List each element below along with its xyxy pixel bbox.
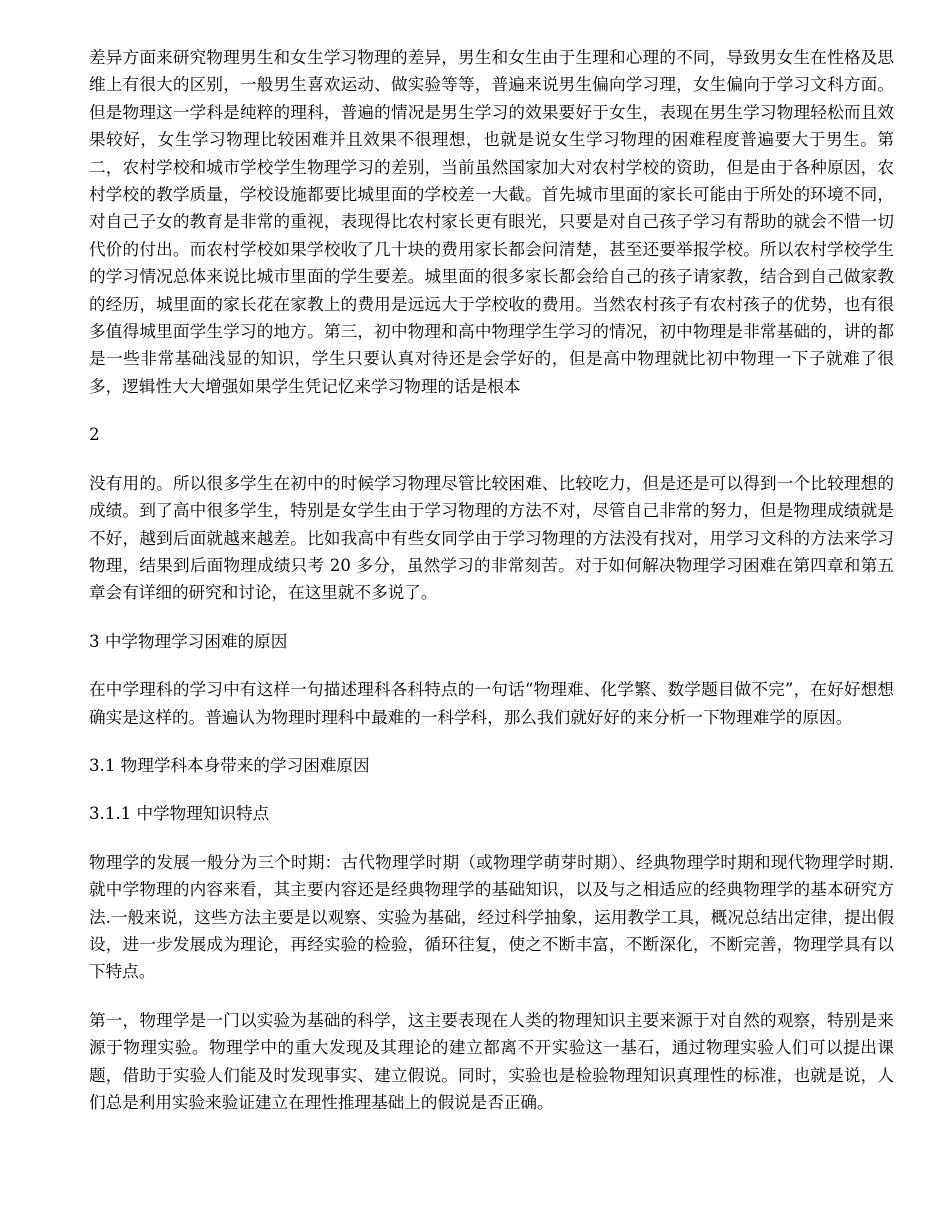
subsection-heading: 3.1 物理学科本身带来的学习困难原因 xyxy=(89,755,370,775)
section-heading: 3 中学物理学习困难的原因 xyxy=(89,631,288,651)
body-paragraph: 没有用的。所以很多学生在初中的时候学习物理尽管比较困难、比较吃力，但是还是可以得到一个比较理想的成绩。到了高中很多学生，特别是女学生由于学习物理的方法不对，尽管自己非常的努力，但是物理成绩就是不好，越到后面就越来越差。比如我高中有些女同学由于学习物理的方法没有找对，用学习文科的方法来学习物理，结果到后面物理成绩只考 20 多分，虽然学习的非常刻苦。对于如何解决物理学习困难在第四章和第五章会有详细的研究和讨论，在这里就不多说了。 xyxy=(89,473,894,603)
page-number: 2 xyxy=(89,425,100,445)
document-page xyxy=(89,44,894,1116)
body-paragraph: 差异方面来研究物理男生和女生学习物理的差异，男生和女生由于生理和心理的不同，导致男女生在性格及思维上有很大的区别，一般男生喜欢运动、做实验等等，普遍来说男生偏向学习理，女生偏向于学习文科方面。但是物理这一学科是纯粹的理科，普遍的情况是男生学习的效果要好于女生，表现在男生学习物理轻松而且效果较好，女生学习物理比较困难并且效果不很理想，也就是说女生学习物理的困难程度普遍要大于男生。第二，农村学校和城市学校学生物理学习的差别，当前虽然国家加大对农村学校的资助，但是由于各种原因，农村学校的教学质量，学校设施都要比城里面的学校差一大截。首先城市里面的家长可能由于所处的环境不同，对自己子女的教育是非常的重视，表现得比农村家长更有眼光，只要是对自己孩子学习有帮助的就会不惜一切代价的付出。而农村学校如果学校收了几十块的费用家长都会问清楚，甚至还要举报学校。所以农村学校学生的学习情况总体来说比城市里面的学生要差。城里面的很多家长都会给自己的孩子请家教，结合到自己做家教的经历，城里面的家长花在家教上的费用是远远大于学校收的费用。当然农村孩子有农村孩子的优势，也有很多值得城里面学生学习的地方。第三，初中物理和高中物理学生学习的情况，初中物理是非常基础的，讲的都是一些非常基础浅显的知识，学生只要认真对待还是会学好的，但是高中物理就比初中物理一下子就难了很多，逻辑性大大增强如果学生凭记忆来学习物理的话是根本 xyxy=(89,48,894,396)
body-paragraph: 在中学理科的学习中有这样一句描述理科各科特点的一句话“物理难、化学繁、数学题目做不完”，在好好想想确实是这样的。普遍认为物理时理科中最难的一科学科，那么我们就好好的来分析一下物理难学的原因。 xyxy=(89,680,894,727)
body-paragraph: 物理学的发展一般分为三个时期：古代物理学时期（或物理学萌芽时期）、经典物理学时期和现代物理学时期.就中学物理的内容来看，其主要内容还是经典物理学的基础知识，以及与之相适应的经典物理学的基本研究方法.一般来说，这些方法主要是以观察、实验为基础，经过科学抽象，运用教学工具，概况总结出定律，提出假设，进一步发展成为理论，再经实验的检验，循环往复，使之不断丰富，不断深化，不断完善，物理学具有以下特点。 xyxy=(89,852,894,982)
body-paragraph: 第一，物理学是一门以实验为基础的科学，这主要表现在人类的物理知识主要来源于对自然的观察，特别是来源于物理实验。物理学中的重大发现及其理论的建立都离不开实验这一基石，通过物理实验人们可以提出课题，借助于实验人们能及时发现事实、建立假说。同时，实验也是检验物理知识真理性的标准，也就是说，人们总是利用实验来验证建立在理性推理基础上的假说是否正确。 xyxy=(89,1010,894,1112)
subsubsection-heading: 3.1.1 中学物理知识特点 xyxy=(89,804,270,824)
